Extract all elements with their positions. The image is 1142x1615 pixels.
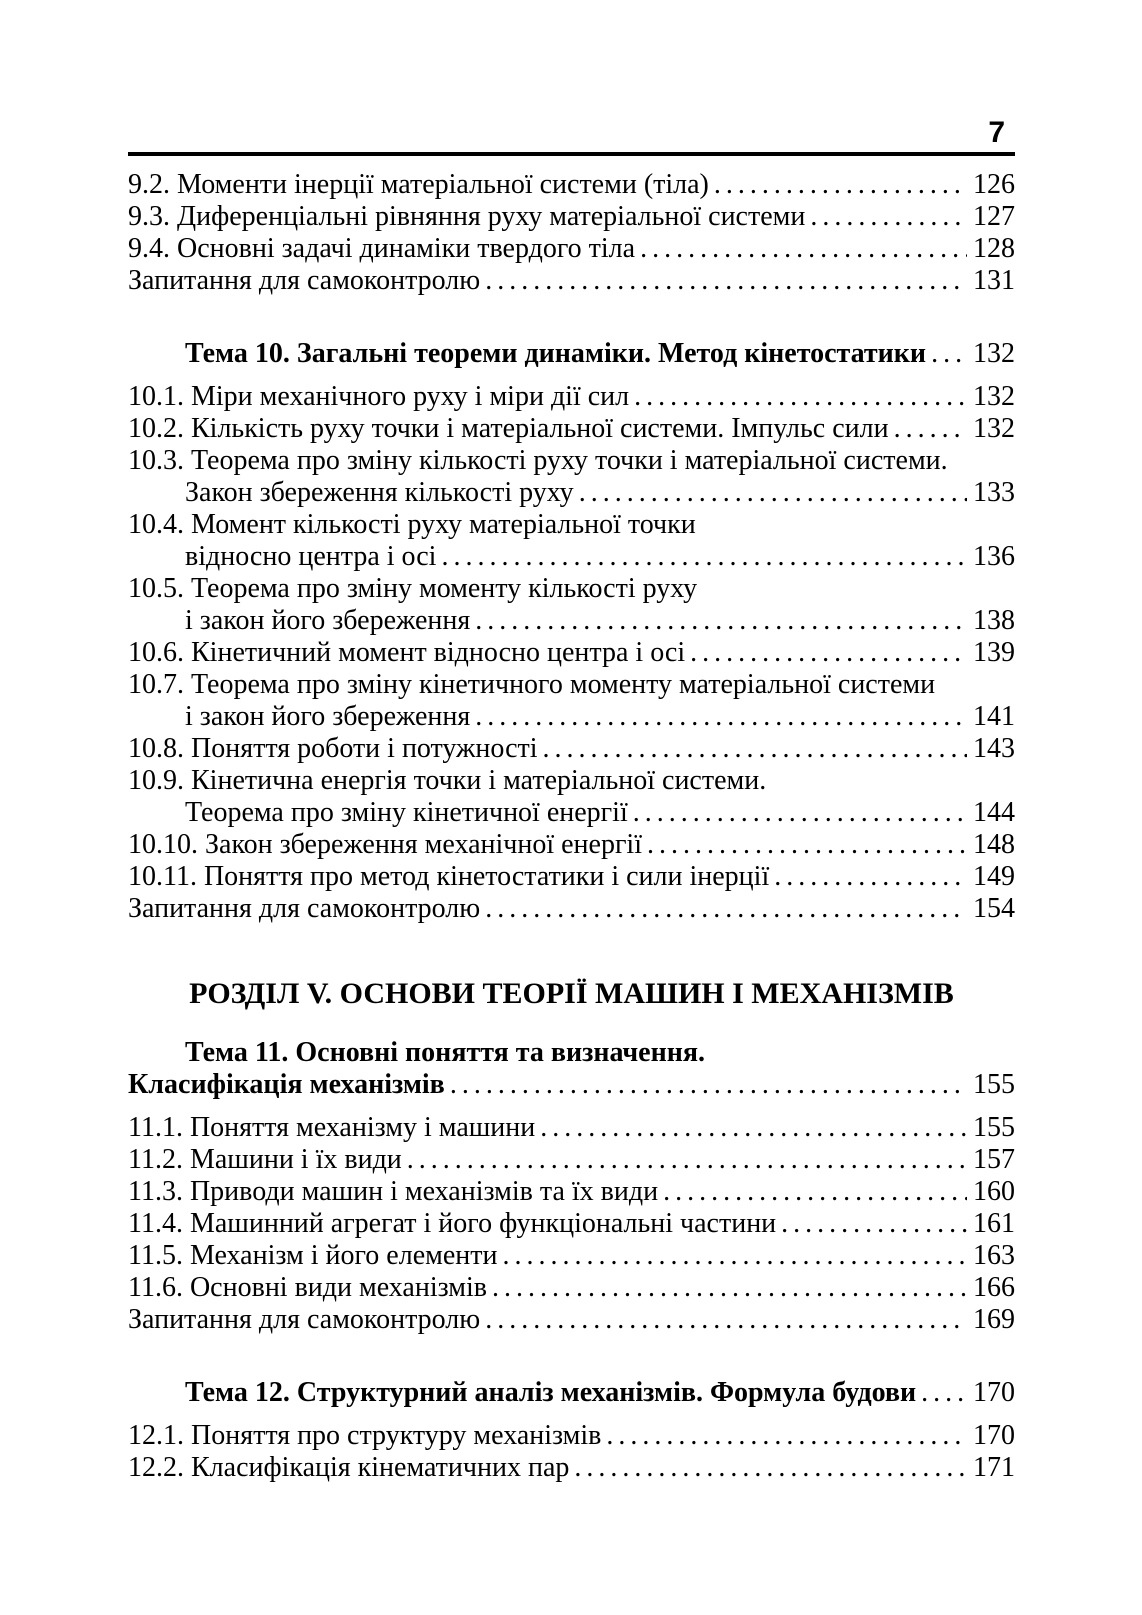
toc-entry-text: 10.2. Кількість руху точки і матеріальної системи. Імпульс сили [128,413,889,444]
toc-entry-text: 12.1. Поняття про структуру механізмів [128,1420,602,1451]
dot-leader [485,893,967,925]
dot-leader [640,233,967,265]
page-ref: 128 [973,233,1015,264]
page-ref: 157 [973,1144,1015,1175]
toc-entry-text: 11.6. Основні види механізмів [128,1272,487,1303]
page-ref: 131 [973,265,1015,296]
toc-row [128,509,1015,541]
toc-row [128,1304,1015,1336]
toc-row [128,861,1015,893]
toc-entry-text: 10.7. Теорема про зміну кінетичного моменту матеріальної системи [128,669,936,700]
dot-leader [921,1377,967,1409]
page-ref: 163 [973,1240,1015,1271]
dot-leader [647,829,967,861]
page-ref: 141 [973,701,1015,732]
toc-entry-text: 11.1. Поняття механізму і машини [128,1112,536,1143]
toc-entry-text: Класифікація механізмів [128,1069,445,1100]
header-rule [128,118,1015,156]
toc-row [128,669,1015,701]
theme-heading [128,1037,1015,1069]
toc-row [128,541,1015,573]
toc-entry-text: 10.10. Закон збереження механічної енергії [128,829,642,860]
toc-entry-text: 10.8. Поняття роботи і потужності [128,733,538,764]
toc-row [128,445,1015,477]
page-ref: 154 [973,893,1015,924]
theme-heading [128,338,1015,370]
page-ref: 171 [973,1452,1015,1483]
dot-leader [502,1240,967,1272]
toc-entry-text: Тема 11. Основні поняття та визначення. [185,1037,705,1068]
page-ref: 155 [973,1069,1015,1100]
toc-row [128,1069,1015,1101]
toc-entry-text: 11.3. Приводи машин і механізмів та їх види [128,1176,659,1207]
toc-row [128,1272,1015,1304]
toc-entry-text: Запитання для самоконтролю [128,265,481,296]
page-ref: 166 [973,1272,1015,1303]
toc-row [128,893,1015,925]
toc-entry-text: і закон його збереження [185,605,471,636]
page-ref: 170 [973,1377,1015,1408]
toc-entry-text: РОЗДІЛ V. ОСНОВИ ТЕОРІЇ МАШИН І МЕХАНІЗМІВ [189,977,954,1010]
toc-row [128,201,1015,233]
dot-leader [485,265,967,297]
toc-entry-text: Закон збереження кількості руху [185,477,574,508]
toc-row [128,1208,1015,1240]
dot-leader [714,169,967,201]
dot-leader [690,637,967,669]
toc-entry-text: Теорема про зміну кінетичної енергії [185,797,628,828]
toc-entry-text: Запитання для самоконтролю [128,1304,481,1335]
dot-leader [475,701,967,733]
page-ref: 132 [973,413,1015,444]
page-ref: 126 [973,169,1015,200]
page-ref: 160 [973,1176,1015,1207]
dot-leader [633,797,967,829]
page-ref: 170 [973,1420,1015,1451]
toc-entry-text: Тема 12. Структурний аналіз механізмів. Формула будови [185,1377,917,1408]
toc-row [128,1144,1015,1176]
toc-entry-text: 12.2. Класифікація кінематичних пар [128,1452,570,1483]
toc-row [128,265,1015,297]
dot-leader [810,201,967,233]
toc-row [128,765,1015,797]
toc-row [128,1240,1015,1272]
toc-row [128,701,1015,733]
dot-leader [574,1452,967,1484]
dot-leader [606,1420,967,1452]
page-number: 7 [988,116,1005,149]
dot-leader [579,477,967,509]
toc-entry-text: 10.3. Теорема про зміну кількості руху точки і матеріальної системи. [128,445,948,476]
dot-leader [634,381,967,413]
dot-leader [485,1304,967,1336]
toc-row [128,1176,1015,1208]
page-ref: 138 [973,605,1015,636]
page-ref: 139 [973,637,1015,668]
page-ref: 143 [973,733,1015,764]
dot-leader [540,1112,967,1144]
page-ref: 169 [973,1304,1015,1335]
toc-entry-text: 10.5. Теорема про зміну моменту кількості руху [128,573,698,604]
dot-leader [931,338,967,370]
page-ref: 136 [973,541,1015,572]
toc-row [128,477,1015,509]
toc-row [128,1420,1015,1452]
toc-entry-text: і закон його збереження [185,701,471,732]
toc-row [128,381,1015,413]
toc-entry-text: 10.4. Момент кількості руху матеріальної точки [128,509,696,540]
toc-entry-text: 10.1. Міри механічного руху і міри дії сил [128,381,630,412]
toc-entry-text: Тема 10. Загальні теореми динаміки. Метод кінетостатики [185,338,927,369]
page-ref: 155 [973,1112,1015,1143]
dot-leader [441,541,967,573]
toc-entry-text: 9.3. Диференціальні рівняння руху матеріальної системи [128,201,806,232]
page-ref: 161 [973,1208,1015,1239]
toc-entry-text: 11.4. Машинний агрегат і його функціональні частини [128,1208,777,1239]
toc-row [128,233,1015,265]
toc-entry-text: 9.4. Основні задачі динаміки твердого тіла [128,233,636,264]
toc-row [128,605,1015,637]
toc-row [128,1452,1015,1484]
toc-row [128,1112,1015,1144]
dot-leader [492,1272,967,1304]
toc-row [128,797,1015,829]
section-heading [128,978,1015,1010]
dot-leader [774,861,967,893]
dot-leader [663,1176,967,1208]
toc-entry-text: 10.9. Кінетична енергія точки і матеріальної системи. [128,765,767,796]
page-ref: 133 [973,477,1015,508]
page-ref: 144 [973,797,1015,828]
toc-entry-text: 9.2. Моменти інерції матеріальної системи (тіла) [128,169,709,200]
toc-entry-text: Запитання для самоконтролю [128,893,481,924]
toc-entry-text: 10.6. Кінетичний момент відносно центра і осі [128,637,686,668]
toc-row [128,413,1015,445]
toc-row [128,733,1015,765]
toc-entry-text: 11.5. Механізм і його елементи [128,1240,498,1271]
toc-entry-text: 10.11. Поняття про метод кінетостатики і сили інерції [128,861,770,892]
toc-row [128,829,1015,861]
toc-list [128,169,1015,1484]
toc-row [128,169,1015,201]
toc-row [128,573,1015,605]
dot-leader [894,413,967,445]
dot-leader [475,605,967,637]
dot-leader [407,1144,967,1176]
page-ref: 149 [973,861,1015,892]
theme-heading [128,1377,1015,1409]
dot-leader [543,733,967,765]
toc-entry-text: відносно центра і осі [185,541,437,572]
page-ref: 132 [973,338,1015,369]
page-ref: 148 [973,829,1015,860]
toc-entry-text: 11.2. Машини і їх види [128,1144,402,1175]
dot-leader [781,1208,967,1240]
toc-row [128,637,1015,669]
dot-leader [450,1069,967,1101]
page-ref: 127 [973,201,1015,232]
page-ref: 132 [973,381,1015,412]
